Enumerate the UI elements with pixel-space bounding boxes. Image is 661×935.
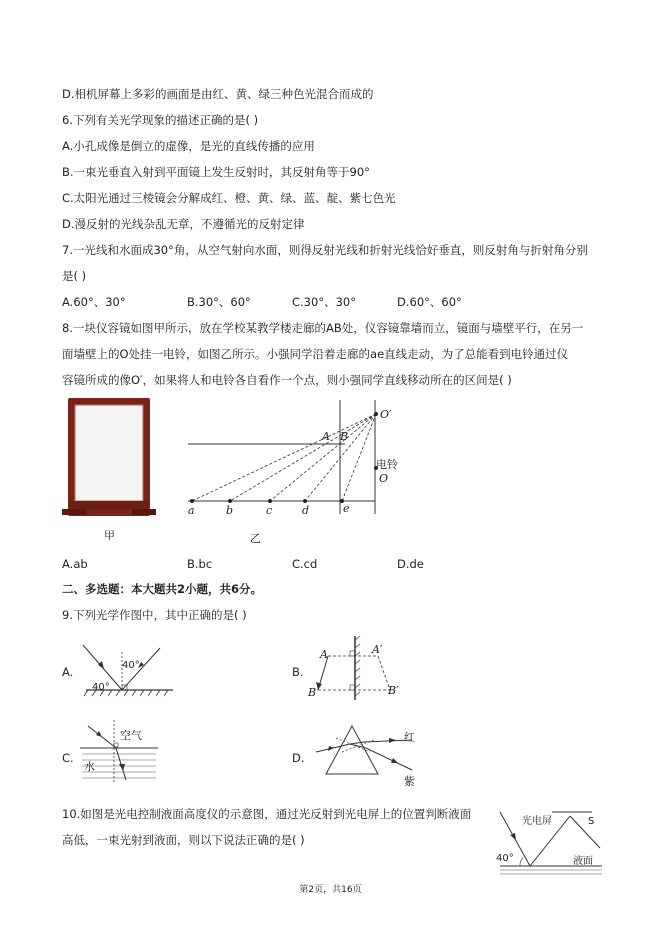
q7-option-c: C.30°、30° <box>292 295 356 309</box>
figure-label-jia: 甲 <box>104 529 115 542</box>
q6-option-d: D.漫反射的光线杂乱无章，不遵循光的反射定律 <box>62 217 305 231</box>
q9d-purple-label: 紫 <box>404 775 415 788</box>
q9-stem: 9.下列光学作图中，其中正确的是( ) <box>62 608 247 622</box>
point-mirror-b: B <box>340 430 349 443</box>
q6-option-c: C.太阳光通过三棱镜会分解成红、橙、黄、绿、蓝、靛、紫七色光 <box>62 191 396 205</box>
q9b-point-a: A <box>320 648 328 661</box>
q6-option-a: A.小孔成像是倒立的虚像，是光的直线传播的应用 <box>62 139 315 153</box>
point-e: e <box>343 502 350 515</box>
q5-option-d: D.相机屏幕上多彩的画面是由红、黄、绿三种色光混合而成的 <box>62 87 374 101</box>
q9b-point-b-prime: B′ <box>388 684 399 697</box>
q8-option-b: B.bc <box>187 557 213 571</box>
mirror-figure-jia <box>60 396 160 521</box>
q8-option-c: C.cd <box>292 557 318 571</box>
q10-stem-1: 10.如图是光电控制液面高度仪的示意图，通过光反射到光电屏上的位置判断液面 <box>62 807 472 821</box>
q7-option-d: D.60°、60° <box>397 295 462 309</box>
q9a-angle-bottom: 40° <box>92 682 110 693</box>
point-a: a <box>188 504 195 517</box>
page-footer: 第2页，共16页 <box>299 885 362 895</box>
q7-option-a: A.60°、30° <box>62 295 126 309</box>
q6-stem: 6.下列有关光学现象的描述正确的是( ) <box>62 113 259 127</box>
point-b: b <box>226 504 234 517</box>
q9-option-b-label: B. <box>292 665 304 679</box>
q8-option-d: D.de <box>397 557 424 571</box>
q9-option-c-label: C. <box>62 751 74 765</box>
q9c-water-label: 水 <box>84 760 95 773</box>
q8-stem-2: 面墙壁上的O处挂一电铃，如图乙所示。小强同学沿着走廊的ae直线走动，为了总能看到电铃通过仪 <box>62 347 569 361</box>
figure-label-yi: 乙 <box>250 532 261 545</box>
q10-stem-2: 高低，一束光射到液面，则以下说法正确的是( ) <box>62 833 305 847</box>
q9b-point-b: B <box>308 686 317 699</box>
q6-option-b: B.一束光垂直入射到平面镜上发生反射时，其反射角等于90° <box>62 165 370 179</box>
q7-stem: 7.一光线和水面成30°角，从空气射向水面，则得反射光线和折射光线恰好垂直，则反射角与折射角分别 <box>62 243 588 257</box>
q8-stem-3: 容镜所成的像O′，如果将人和电铃各自看作一个点，则小强同学直线移动所在的区间是( ) <box>62 373 512 387</box>
q9-option-d-label: D. <box>292 751 305 765</box>
bell-label: 电铃 <box>376 458 398 471</box>
q9d-red-label: 红 <box>404 731 415 744</box>
point-d: d <box>302 504 310 517</box>
point-mirror-a: A <box>322 430 330 443</box>
q10-liquid-label: 液面 <box>573 856 593 867</box>
q8-stem-1: 8.一块仪容镜如图甲所示，放在学校某教学楼走廊的AB处，仪容镜靠墙而立，镜面与墙壁平行，在另一 <box>62 321 584 335</box>
q7-option-b: B.30°、60° <box>187 295 251 309</box>
q8-option-a: A.ab <box>62 557 88 571</box>
q10-screen-label: 光电屏 <box>522 816 552 827</box>
q9c-air-label: 空气 <box>120 729 142 742</box>
geometry-figure-yi <box>180 400 390 525</box>
q7-stem-cont: 是( ) <box>62 269 87 283</box>
q9-option-a-label: A. <box>62 665 74 679</box>
q9a-angle-top: 40° <box>122 660 140 671</box>
point-o-prime: O′ <box>380 408 392 421</box>
q10-angle-label: 40° <box>496 853 514 864</box>
point-c: c <box>266 504 273 517</box>
q9b-point-a-prime: A′ <box>372 643 383 656</box>
q10-source-label: S <box>588 816 595 827</box>
section-multiple-choice: 二、多选题：本大题共2小题，共6分。 <box>62 582 263 596</box>
point-o: O <box>379 472 389 485</box>
